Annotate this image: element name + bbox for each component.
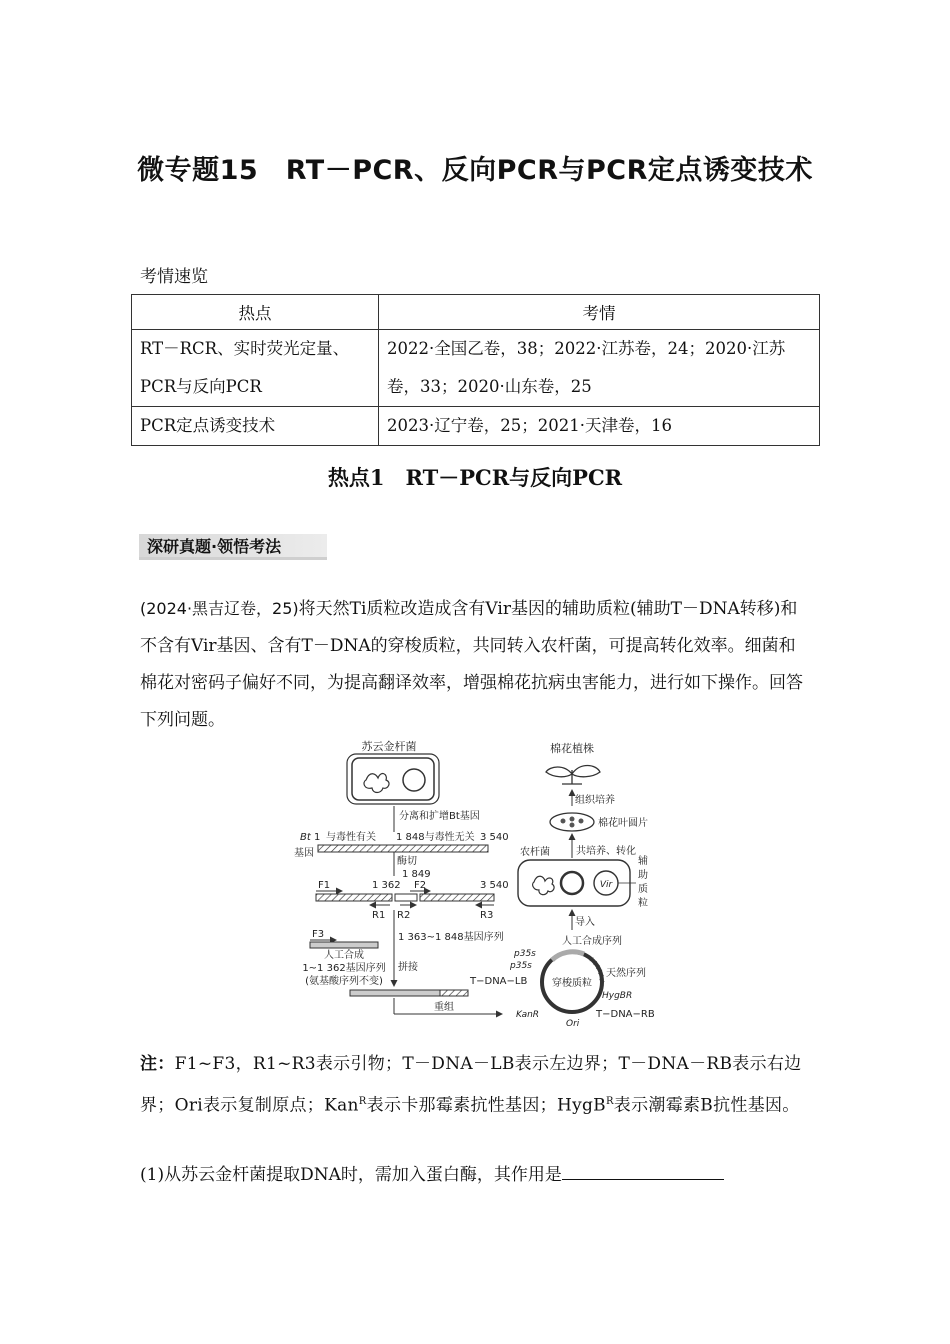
primer-r1: R1 bbox=[372, 910, 386, 921]
note-text-2: 表示卡那霉素抗性基因；HygB bbox=[366, 1095, 606, 1116]
hotspot-title: 热点1 RT－PCR与反向PCR bbox=[327, 465, 623, 490]
question-paragraph bbox=[140, 590, 812, 739]
coculture-label: 共培养、转化 bbox=[576, 846, 636, 857]
step-isolate: 分离和扩增Bt基因 bbox=[399, 811, 480, 822]
synthetic-seq-plasmid-label: 人工合成序列 bbox=[562, 936, 622, 947]
answer-blank[interactable] bbox=[562, 1163, 724, 1180]
experiment-figure bbox=[284, 736, 674, 1031]
helper-char: 辅 bbox=[638, 856, 648, 867]
synthetic-label: 人工合成 bbox=[324, 950, 364, 961]
table-cell: 2023·辽宁卷，25；2021·天津卷，16 bbox=[379, 407, 820, 446]
toxic-region-label: 与毒性有关 bbox=[326, 832, 376, 843]
bt-label: Bt bbox=[300, 832, 311, 843]
bt-gene-bar bbox=[318, 845, 488, 852]
fragment-right bbox=[420, 894, 494, 901]
question-source: (2024·黑吉辽卷，25) bbox=[140, 599, 299, 618]
table-row bbox=[132, 407, 820, 446]
p35s-label-a: p35s bbox=[514, 949, 536, 959]
bacterium-label: 苏云金杆菌 bbox=[361, 740, 417, 753]
figure-note bbox=[140, 1046, 812, 1125]
leaf-disc-label: 棉花叶圆片 bbox=[598, 818, 648, 829]
fragment-mid bbox=[395, 894, 417, 901]
vir-label: Vir bbox=[599, 880, 613, 890]
note-text: F1~F3，R1~R3表示引物；T－DNA－LB表示左边界；T－DNA－RB表示右边界；Ori表示复制原点；Kan bbox=[140, 1054, 802, 1116]
section-tag: 深研真题·领悟考法 bbox=[139, 534, 327, 560]
table-header: 考情 bbox=[379, 295, 820, 330]
spliced-gene-hatch bbox=[440, 990, 468, 996]
table-cell: RT－RCR、实时荧光定量、PCR与反向PCR bbox=[132, 330, 379, 407]
helper-char: 粒 bbox=[638, 898, 648, 909]
recombine-label: 重组 bbox=[434, 1002, 454, 1013]
primer-f3: F3 bbox=[312, 929, 325, 940]
tdna-lb-label: T−DNA−LB bbox=[470, 976, 528, 987]
hygb-label: HygBR bbox=[602, 991, 633, 1001]
tdna-rb-label: T−DNA−RB bbox=[596, 1009, 655, 1020]
table-cell: PCR定点诱变技术 bbox=[132, 407, 379, 446]
cotton-plant-icon bbox=[546, 766, 600, 785]
pos-end-2: 3 540 bbox=[480, 880, 509, 891]
question-text: 将天然Ti质粒改造成含有Vir基因的辅助质粒(辅助T－DNA转移)和不含有Vir基因、含有T－DNA的穿梭质粒，共同转入农杆菌，可提高转化效率。细菌和棉花对密码子偏好不同，为提高翻译效率，增强棉花抗病虫害能力，进行如下操作。回答下列问题。 bbox=[140, 599, 803, 730]
plant-label: 棉花植株 bbox=[550, 742, 594, 755]
ori-label: Ori bbox=[566, 1019, 580, 1029]
primer-f2: F2 bbox=[414, 880, 427, 891]
table-cell: 2022·全国乙卷，38；2022·江苏卷，24；2020·江苏卷，33；2020·山东卷，25 bbox=[379, 330, 820, 407]
table-header: 热点 bbox=[132, 295, 379, 330]
gene-word: 基因 bbox=[294, 848, 314, 859]
bacterium-dish bbox=[352, 758, 434, 800]
natural-seq-label: 天然序列 bbox=[606, 968, 646, 979]
table-header-row bbox=[132, 295, 820, 330]
p35s-label-b: p35s bbox=[510, 961, 532, 971]
enzyme-cut-label: 酶切 bbox=[397, 856, 417, 867]
hyg-superscript: R bbox=[605, 1096, 614, 1107]
primer-r3: R3 bbox=[480, 910, 494, 921]
overview-label: 考情速览 bbox=[140, 267, 208, 287]
agrobacterium-cell bbox=[518, 860, 630, 906]
pos-1849: 1 849 bbox=[402, 869, 431, 880]
sub-question-1 bbox=[140, 1157, 812, 1194]
note-label: 注： bbox=[140, 1054, 175, 1074]
agrobacterium-label: 农杆菌 bbox=[520, 847, 550, 858]
pos-end: 3 540 bbox=[480, 832, 509, 843]
mid-sequence-label: 1 363~1 848基因序列 bbox=[398, 932, 504, 943]
sub-question-text: (1)从苏云金杆菌提取DNA时，需加入蛋白酶，其作用是 bbox=[140, 1165, 562, 1185]
pos-1362: 1 362 bbox=[372, 880, 401, 891]
splice-label: 拼接 bbox=[398, 962, 418, 973]
kan-superscript: R bbox=[358, 1096, 367, 1107]
tissue-culture-label: 组织培养 bbox=[575, 795, 615, 806]
exam-info-table bbox=[131, 294, 820, 446]
fragment-left bbox=[316, 894, 392, 901]
primer-r2: R2 bbox=[397, 910, 411, 921]
aa-unchanged-label: (氨基酸序列不变) bbox=[305, 976, 383, 987]
import-label: 导入 bbox=[575, 917, 595, 928]
leaf-disc-dish bbox=[550, 813, 594, 831]
primer-f1: F1 bbox=[318, 880, 331, 891]
spliced-gene-grey bbox=[350, 990, 440, 996]
kan-label: KanR bbox=[516, 1010, 540, 1020]
table-row bbox=[132, 330, 820, 407]
nontoxic-region-label: 1 848与毒性无关 bbox=[396, 832, 475, 843]
synthetic-seq-label: 1~1 362基因序列 bbox=[302, 963, 386, 974]
helper-char: 质 bbox=[638, 884, 648, 895]
synthetic-fragment bbox=[310, 942, 378, 948]
page-title: 微专题15 RT－PCR、反向PCR与PCR定点诱变技术 bbox=[137, 155, 813, 186]
shuttle-plasmid-label: 穿梭质粒 bbox=[552, 978, 592, 989]
pos-1: 1 bbox=[314, 832, 321, 843]
helper-char: 助 bbox=[638, 870, 648, 881]
note-text-3: 表示潮霉素B抗性基因。 bbox=[613, 1095, 800, 1116]
